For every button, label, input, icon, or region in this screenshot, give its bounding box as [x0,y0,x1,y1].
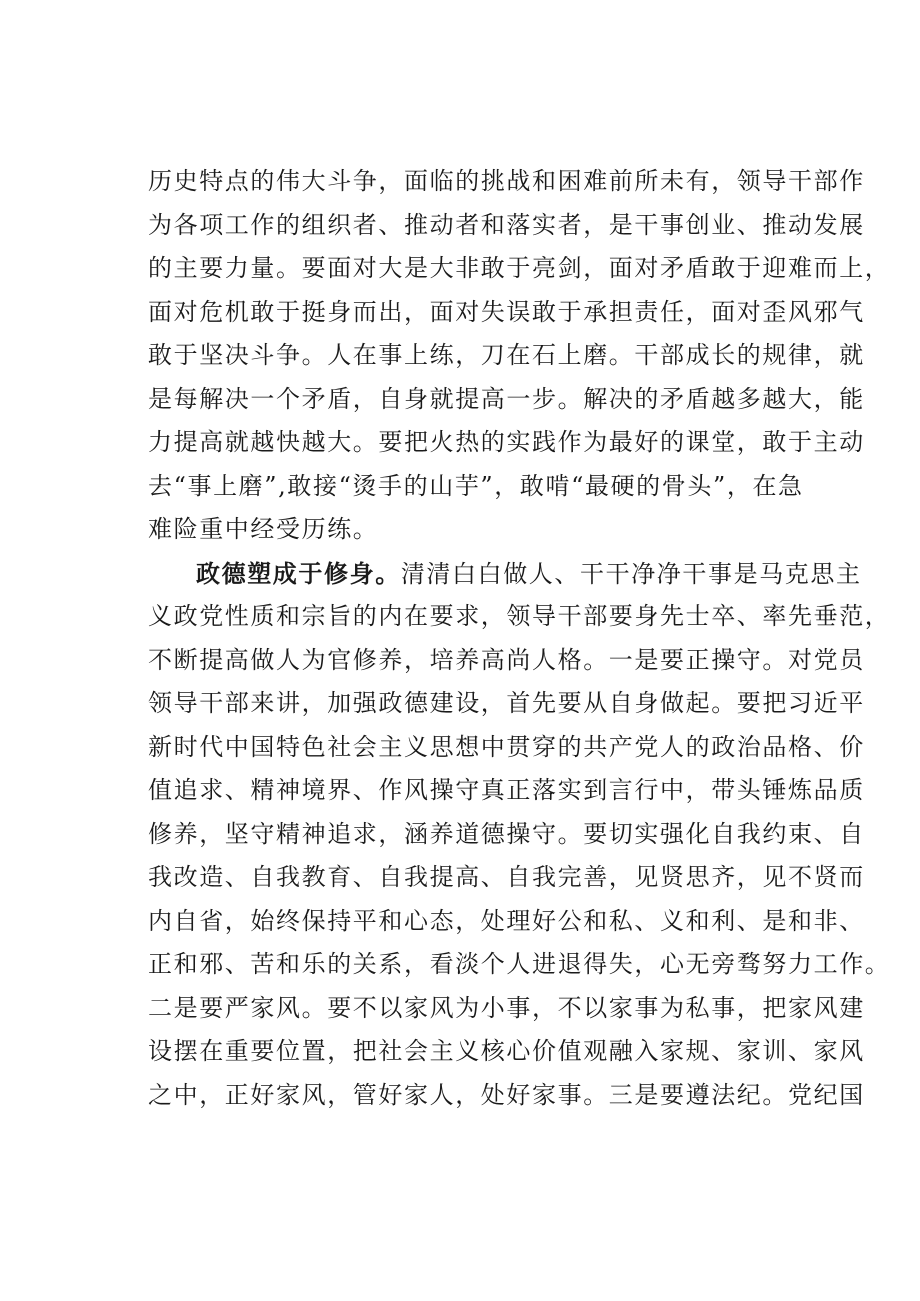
text-line: 修养，坚守精神追求，涵养道德操守。要切实强化自我约束、自 [148,819,865,848]
text-line: 内自省，始终保持平和心态，处理好公和私、义和利、是和非、 [148,906,865,935]
paragraph-first-line [148,552,862,596]
paragraph-2 [148,552,891,1118]
text-line: 我改造、自我教育、自我提高、自我完善，见贤思齐，见不贤而 [148,863,865,891]
text-line: 难险重中经受历练。 [148,515,379,543]
text-line: 历史特点的伟大斗争，面临的挑战和困难前所未有，领导干部作 [148,167,865,195]
text-line: 设摆在重要位置，把社会主义核心价值观融入家规、家训、家风 [148,1037,865,1065]
text-run: 清清白白做人、干干净净干事是马克思主 [400,559,862,588]
text-line: 是每解决一个矛盾，自身就提高一步。解决的矛盾越多越大，能 [148,384,865,413]
paragraph-heading: 政德塑成于修身。 [196,558,401,588]
text-line: 之中，正好家风，管好家人，处好家事。三是要遵法纪。党纪国 [148,1080,865,1109]
text-line: 正和邪、苦和乐的关系，看淡个人进退得失，心无旁骛努力工作。 [148,950,891,978]
paragraph-1 [148,160,891,552]
text-line: 义政党性质和宗旨的内在要求，领导干部要身先士卒、率先垂范， [148,602,891,630]
text-line: 不断提高做人为官修养，培养高尚人格。一是要正操守。对党员 [148,645,865,674]
text-line: 值追求、精神境界、作风操守真正落实到言行中，带头锤炼品质 [148,776,865,804]
text-line: 去“事上磨”,敢接“烫手的山芋”，敢啃“最硬的骨头”，在急 [148,471,804,500]
text-line: 为各项工作的组织者、推动者和落实者，是干事创业、推动发展 [148,210,865,239]
text-line: 敢于坚决斗争。人在事上练，刀在石上磨。干部成长的规律，就 [148,341,865,369]
text-line: 二是要严家风。要不以家风为小事，不以家事为私事，把家风建 [148,993,865,1022]
text-line: 领导干部来讲，加强政德建设，首先要从自身做起。要把习近平 [148,689,865,717]
text-line: 面对危机敢于挺身而出，面对失误敢于承担责任，面对歪风邪气 [148,297,865,326]
body-text [148,160,891,1117]
text-line: 力提高就越快越大。要把火热的实践作为最好的课堂，敢于主动 [148,428,865,456]
text-line: 的主要力量。要面对大是大非敢于亮剑，面对矛盾敢于迎难而上， [148,254,891,282]
text-line: 新时代中国特色社会主义思想中贯穿的共产党人的政治品格、价 [148,732,865,761]
